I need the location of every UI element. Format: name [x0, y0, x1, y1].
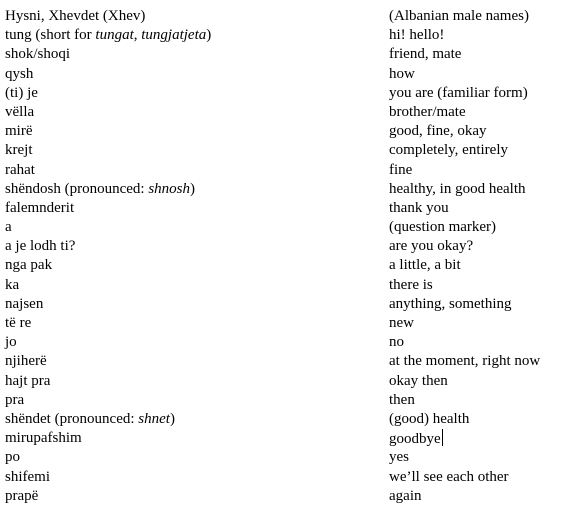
- vocab-row: [5, 468, 570, 487]
- english-gloss: [389, 448, 409, 467]
- albanian-term: [5, 237, 75, 256]
- term-segment: shok/shoqi: [5, 46, 71, 63]
- vocab-row: [5, 122, 570, 141]
- gloss-text: yes: [389, 449, 409, 466]
- vocab-row: [5, 352, 570, 371]
- albanian-term: [5, 180, 195, 199]
- term-segment: shëndet (pronounced:: [5, 410, 139, 427]
- term-segment: ): [206, 27, 212, 44]
- albanian-term: [5, 295, 43, 314]
- vocab-row: [5, 161, 570, 180]
- english-gloss: [389, 487, 421, 506]
- vocab-row: [5, 199, 570, 218]
- vocab-row: [5, 448, 570, 467]
- gloss-text: healthy, in good health: [389, 180, 526, 197]
- english-gloss: [389, 352, 540, 371]
- english-gloss: [389, 237, 473, 256]
- gloss-text: at the moment, right now: [389, 353, 541, 370]
- english-gloss: [389, 199, 449, 218]
- term-segment: rahat: [5, 161, 35, 178]
- english-gloss: [389, 161, 412, 180]
- english-gloss: [389, 103, 466, 122]
- term-segment: të re: [5, 315, 32, 331]
- gloss-text: new: [389, 315, 414, 331]
- albanian-term: [5, 314, 31, 333]
- term-segment: ka: [5, 276, 20, 293]
- english-gloss: [389, 295, 512, 314]
- vocab-row: [5, 237, 570, 256]
- vocab-row: [5, 295, 570, 314]
- vocab-row: [5, 26, 570, 45]
- vocab-row: [5, 180, 570, 199]
- gloss-text: you are (familiar form): [389, 84, 528, 101]
- term-segment: ): [169, 410, 175, 427]
- term-italic-segment: tungat, tungjatjeta: [95, 27, 207, 44]
- gloss-text: hi! hello!: [389, 27, 445, 44]
- english-gloss: [389, 218, 496, 237]
- gloss-text: anything, something: [389, 295, 512, 312]
- gloss-text: goodbye: [389, 431, 441, 448]
- term-segment: krejt: [5, 142, 33, 159]
- term-italic-segment: shnet: [138, 410, 170, 427]
- albanian-term: [5, 276, 19, 295]
- term-segment: prapë: [5, 487, 39, 504]
- gloss-text: okay then: [389, 372, 448, 389]
- vocab-row: [5, 84, 570, 103]
- gloss-text: (question marker): [389, 219, 497, 236]
- albanian-term: [5, 122, 33, 141]
- gloss-text: how: [389, 65, 415, 82]
- english-gloss: [389, 141, 508, 160]
- albanian-term: [5, 45, 70, 64]
- gloss-text: friend, mate: [389, 46, 462, 63]
- english-gloss: [389, 391, 415, 410]
- term-segment: a je lodh ti?: [5, 238, 76, 255]
- english-gloss: [389, 7, 529, 26]
- term-italic-segment: shnosh: [148, 180, 190, 197]
- term-segment: po: [5, 449, 20, 466]
- english-gloss: [389, 429, 443, 449]
- vocab-row: [5, 141, 570, 160]
- gloss-text: brother/mate: [389, 103, 466, 120]
- albanian-term: [5, 161, 35, 180]
- term-segment: shifemi: [5, 468, 50, 485]
- term-segment: ): [190, 180, 195, 197]
- albanian-term: [5, 103, 34, 122]
- english-gloss: [389, 84, 528, 103]
- albanian-term: [5, 256, 52, 275]
- albanian-term: [5, 391, 24, 410]
- term-segment: vëlla: [5, 103, 35, 120]
- english-gloss: [389, 180, 526, 199]
- vocab-row: [5, 45, 570, 64]
- term-segment: nga pak: [5, 257, 53, 274]
- english-gloss: [389, 45, 461, 64]
- vocab-row: [5, 7, 570, 26]
- term-segment: mirë: [5, 123, 33, 140]
- text-cursor: [442, 429, 443, 446]
- albanian-term: [5, 141, 33, 160]
- gloss-text: again: [389, 487, 422, 504]
- term-segment: hajt pra: [5, 372, 51, 389]
- gloss-text: no: [389, 334, 404, 351]
- vocab-row: [5, 429, 570, 448]
- vocab-row: [5, 391, 570, 410]
- gloss-text: are you okay?: [389, 238, 474, 255]
- albanian-term: [5, 468, 50, 487]
- gloss-text: there is: [389, 276, 433, 293]
- albanian-term: [5, 84, 38, 103]
- albanian-term: [5, 199, 74, 218]
- vocab-row: [5, 372, 570, 391]
- term-segment: a: [5, 219, 12, 236]
- gloss-text: fine: [389, 161, 413, 178]
- vocab-row: [5, 333, 570, 352]
- term-segment: tung (short for: [5, 27, 96, 44]
- term-segment: qysh: [5, 65, 34, 82]
- english-gloss: [389, 65, 415, 84]
- albanian-term: [5, 410, 175, 429]
- english-gloss: [389, 122, 486, 141]
- gloss-text: (good) health: [389, 410, 470, 427]
- term-segment: jo: [5, 334, 17, 351]
- albanian-term: [5, 448, 20, 467]
- albanian-term: [5, 487, 38, 506]
- english-gloss: [389, 256, 461, 275]
- gloss-text: we’ll see each other: [389, 468, 509, 485]
- term-segment: pra: [5, 391, 25, 408]
- vocab-row: [5, 218, 570, 237]
- albanian-term: [5, 429, 82, 448]
- english-gloss: [389, 276, 433, 295]
- albanian-term: [5, 7, 145, 26]
- albanian-term: [5, 65, 33, 84]
- vocab-row: [5, 314, 570, 333]
- term-segment: mirupafshim: [5, 430, 82, 447]
- term-segment: falemnderit: [5, 199, 75, 216]
- term-segment: najsen: [5, 295, 44, 312]
- english-gloss: [389, 468, 509, 487]
- gloss-text: a little, a bit: [389, 257, 461, 274]
- vocabulary-list: [5, 7, 570, 506]
- gloss-text: thank you: [389, 199, 449, 216]
- gloss-text: completely, entirely: [389, 142, 508, 159]
- vocab-row: [5, 256, 570, 275]
- term-segment: njiherë: [5, 353, 47, 370]
- vocab-row: [5, 410, 570, 429]
- term-segment: Hysni, Xhevdet (Xhev): [5, 8, 146, 24]
- gloss-text: then: [389, 391, 415, 408]
- gloss-text: good, fine, okay: [389, 123, 487, 140]
- english-gloss: [389, 333, 404, 352]
- english-gloss: [389, 314, 414, 333]
- vocab-row: [5, 103, 570, 122]
- english-gloss: [389, 26, 444, 45]
- vocab-row: [5, 65, 570, 84]
- albanian-term: [5, 372, 50, 391]
- english-gloss: [389, 372, 448, 391]
- vocab-row: [5, 487, 570, 506]
- english-gloss: [389, 410, 469, 429]
- albanian-term: [5, 26, 211, 45]
- gloss-text: (Albanian male names): [389, 8, 529, 24]
- term-segment: (ti) je: [5, 84, 38, 101]
- term-segment: shëndosh (pronounced:: [5, 180, 149, 197]
- albanian-term: [5, 352, 47, 371]
- albanian-term: [5, 218, 12, 237]
- albanian-term: [5, 333, 17, 352]
- vocab-row: [5, 276, 570, 295]
